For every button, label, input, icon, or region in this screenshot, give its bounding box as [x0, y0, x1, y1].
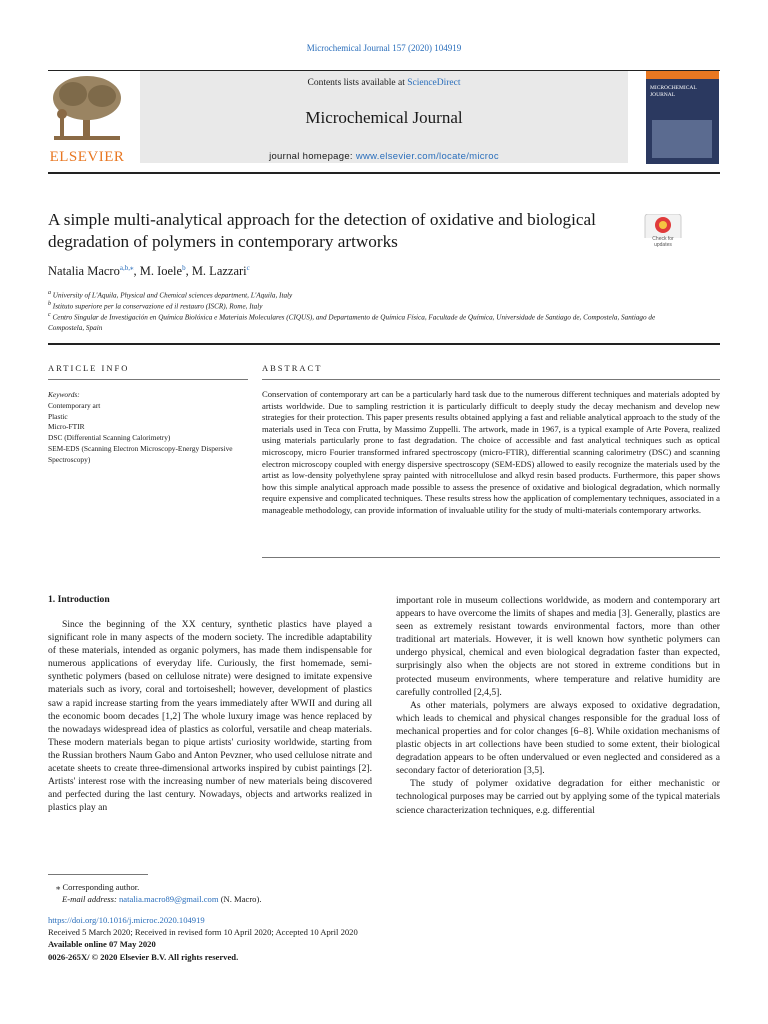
email-label: E-mail address:	[62, 894, 117, 904]
affiliation-text: Istituto superiore per la conservazione ed il restauro (ISCR), Rome, Italy	[52, 302, 263, 311]
crossmark-label: Check for updates	[652, 236, 674, 248]
corresponding-author-note: ⁎ Corresponding author.	[56, 882, 140, 892]
keyword-item: SEM-EDS (Scanning Electron Microscopy-Energy Dispersive Spectroscopy)	[48, 443, 233, 464]
author-list	[48, 264, 250, 279]
affiliation-text: Centro Singular de Investigación en Química Biolóxica e Materiais Moleculares (CIQUS), and Departamento de Química Física, Facultade de Química, Universidade de Santiago de, Compostela, Santiago de Compostela, Spain	[48, 313, 656, 333]
abstract-rule	[262, 379, 720, 380]
author-affiliation-mark[interactable]: a,b,⁎	[119, 264, 134, 272]
author-name[interactable]: M. Lazzari	[191, 264, 247, 279]
author-affiliation-mark[interactable]: c	[246, 264, 250, 272]
section-heading-introduction: 1. Introduction	[48, 594, 110, 605]
contents-line	[140, 78, 628, 88]
keyword-item: DSC (Differential Scanning Calorimetry)	[48, 433, 171, 443]
body-paragraph: Since the beginning of the XX century, synthetic plastics have played a significant role in many aspects of the modern society. The incredible adaptability of these materials, intended as organic polymers, has made them indispensable for numerous applications of everyday life. Curiously, the first homemade, semi-synthetic polymers (based on cellulose nitrate) were designed to imitate expensive materials such as ivory, coral and tortoiseshell; however, development of plastics saw a rapid increase starting from the years immediately after WWII and during all the economic boom decades [1,2] The whole luxury image was hence replaced by the nowadays widespread idea of plastics as colorful, versatile and cheap materials. These modern materials began to pique artists' curiosity worldwide, starting from the Russian brothers Naum Gabo and Anton Pevzner, who used cellulose nitrate and acetate sheets to create three-dimensional artworks inspired by cubist paintings [2]. Artists' interest rose with the increasing number of new materials being discovered and perfected during the last century. Nowadays, objects and artworks realized in plastics play an	[48, 619, 372, 814]
journal-citation[interactable]: Microchemical Journal 157 (2020) 104919	[306, 43, 462, 53]
body-paragraph: important role in museum collections worldwide, as modern and contemporary art appears to have overcome the limits of shapes and media [3]. Generally, plastics are seen as extremely resistant towards environmental factors, more than other traditional art materials. However, it is well known how synthetic polymers can undergo physical, chemical and even biological degradation faster than expected, surprisingly also when the objects are not stored in extreme conditions but in protected museum environments, where temperature and relative humidity are carefully controlled [2,4,5].	[396, 595, 720, 698]
elsevier-wordmark: ELSEVIER	[49, 149, 125, 165]
author-separator: ,	[133, 264, 140, 279]
article-info-heading: ARTICLE INFO	[48, 363, 130, 373]
check-for-updates-badge[interactable]	[644, 214, 682, 252]
cover-title: MICROCHEMICAL JOURNAL	[650, 85, 697, 98]
article-info-rule	[48, 379, 248, 380]
front-matter-rule	[48, 343, 720, 345]
received-dates: Received 5 March 2020; Received in revised form 10 April 2020; Accepted 10 April 2020	[48, 927, 358, 937]
keyword-item: Plastic	[48, 411, 68, 421]
article-title: A simple multi-analytical approach for the detection of oxidative and biological degradation of polymers in contemporary artworks	[48, 210, 596, 251]
keywords-label: Keywords:	[48, 390, 80, 399]
affiliation-c	[48, 310, 688, 334]
journal-title: Microchemical Journal	[305, 108, 463, 127]
homepage-link[interactable]: www.elsevier.com/locate/microc	[355, 151, 499, 162]
email-link[interactable]: natalia.macro89@gmail.com	[118, 894, 219, 904]
doi-link[interactable]: https://doi.org/10.1016/j.microc.2020.104919	[48, 915, 205, 925]
journal-cover-thumbnail[interactable]	[646, 71, 719, 164]
author-separator: ,	[185, 264, 192, 279]
cover-image	[652, 120, 712, 158]
affiliation-mark: c	[48, 312, 51, 318]
available-online-date: Available online 07 May 2020	[48, 939, 156, 949]
author-affiliation-mark[interactable]: b	[182, 264, 186, 272]
abstract-heading: ABSTRACT	[262, 363, 323, 373]
affiliation-mark: a	[48, 290, 51, 296]
author-name[interactable]: M. Ioele	[139, 264, 183, 279]
journal-homepage	[140, 151, 628, 162]
cover-accent-bar	[646, 71, 719, 79]
email-suffix: (N. Macro).	[220, 894, 262, 904]
contents-prefix: Contents lists available at	[307, 78, 405, 88]
keywords-block	[48, 390, 248, 466]
keyword-item: Contemporary art	[48, 400, 101, 410]
affiliation-text: University of L'Aquila, Physical and Chemical sciences department, L'Aquila, Italy	[52, 291, 293, 300]
sciencedirect-link[interactable]: ScienceDirect	[407, 78, 461, 88]
affiliation-mark: b	[48, 301, 51, 307]
abstract-text: Conservation of contemporary art can be a particularly hard task due to the numerous different techniques and materials adopted by artists worldwide. Due to sampling restriction it is particularly difficult to deeply study the decay mechanism and develop new strategies for their protection. This paper presents results obtained applying a fast and reliable analytical approach to the study of the materials used in Teca con Frutta, by Massimo Zuppelli. The artwork, made in 1967, is a typical example of Arte Povera, realized using materials particularly prone to fast degradation. The choice of accessible and fast analytical techniques such as optical microscopy, micro Fourier transformed infrared spectroscopy (micro-FTIR), differential scanning calorimetry (DSC) and scanning electron microscopy coupled with energy dispersive spectroscopy (SEM-EDS) allowed to easily recognize the materials used by the artist as low-density polyethylene spray painted with nitrocellulose and alkyd resin based products. Furthermore, this paper shows how this simple analytical approach made possible to assess the presence of oxidative and biological degradation, which normally require expensive and complicated techniques. These results stress how the application of complementary techniques, associated in a manageable methodology, can provide information of invaluable utility for the study of multi-materials contemporary artworks.	[262, 389, 720, 515]
body-right-column	[396, 594, 720, 817]
abstract-bottom-rule	[262, 557, 720, 558]
keyword-item: Micro-FTIR	[48, 422, 85, 432]
author-name[interactable]: Natalia Macro	[48, 264, 120, 279]
body-left-column	[48, 618, 372, 814]
body-paragraph: As other materials, polymers are always exposed to oxidative degradation, which leads to chemical and physical changes responsible for the gradual loss of mechanical properties and for color changes [6–8]. While oxidation mechanisms of plastic objects in art collections have been studied to some extent, their biological degradation appears to be often undervalued or even neglected and considered as a secondary factor of deterioration [3,5].	[396, 699, 720, 777]
crossmark-icon	[644, 214, 682, 238]
email-note	[62, 893, 262, 905]
copyright-line: 0026-265X/ © 2020 Elsevier B.V. All rights reserved.	[48, 952, 239, 962]
homepage-prefix: journal homepage:	[269, 151, 353, 162]
header-bottom-rule	[48, 172, 720, 174]
footnote-rule	[48, 874, 148, 875]
body-paragraph: The study of polymer oxidative degradation for either mechanistic or technological purposes may be carried out by applying some of the typical materials science characterization techniques, e.g. differential	[396, 778, 720, 816]
